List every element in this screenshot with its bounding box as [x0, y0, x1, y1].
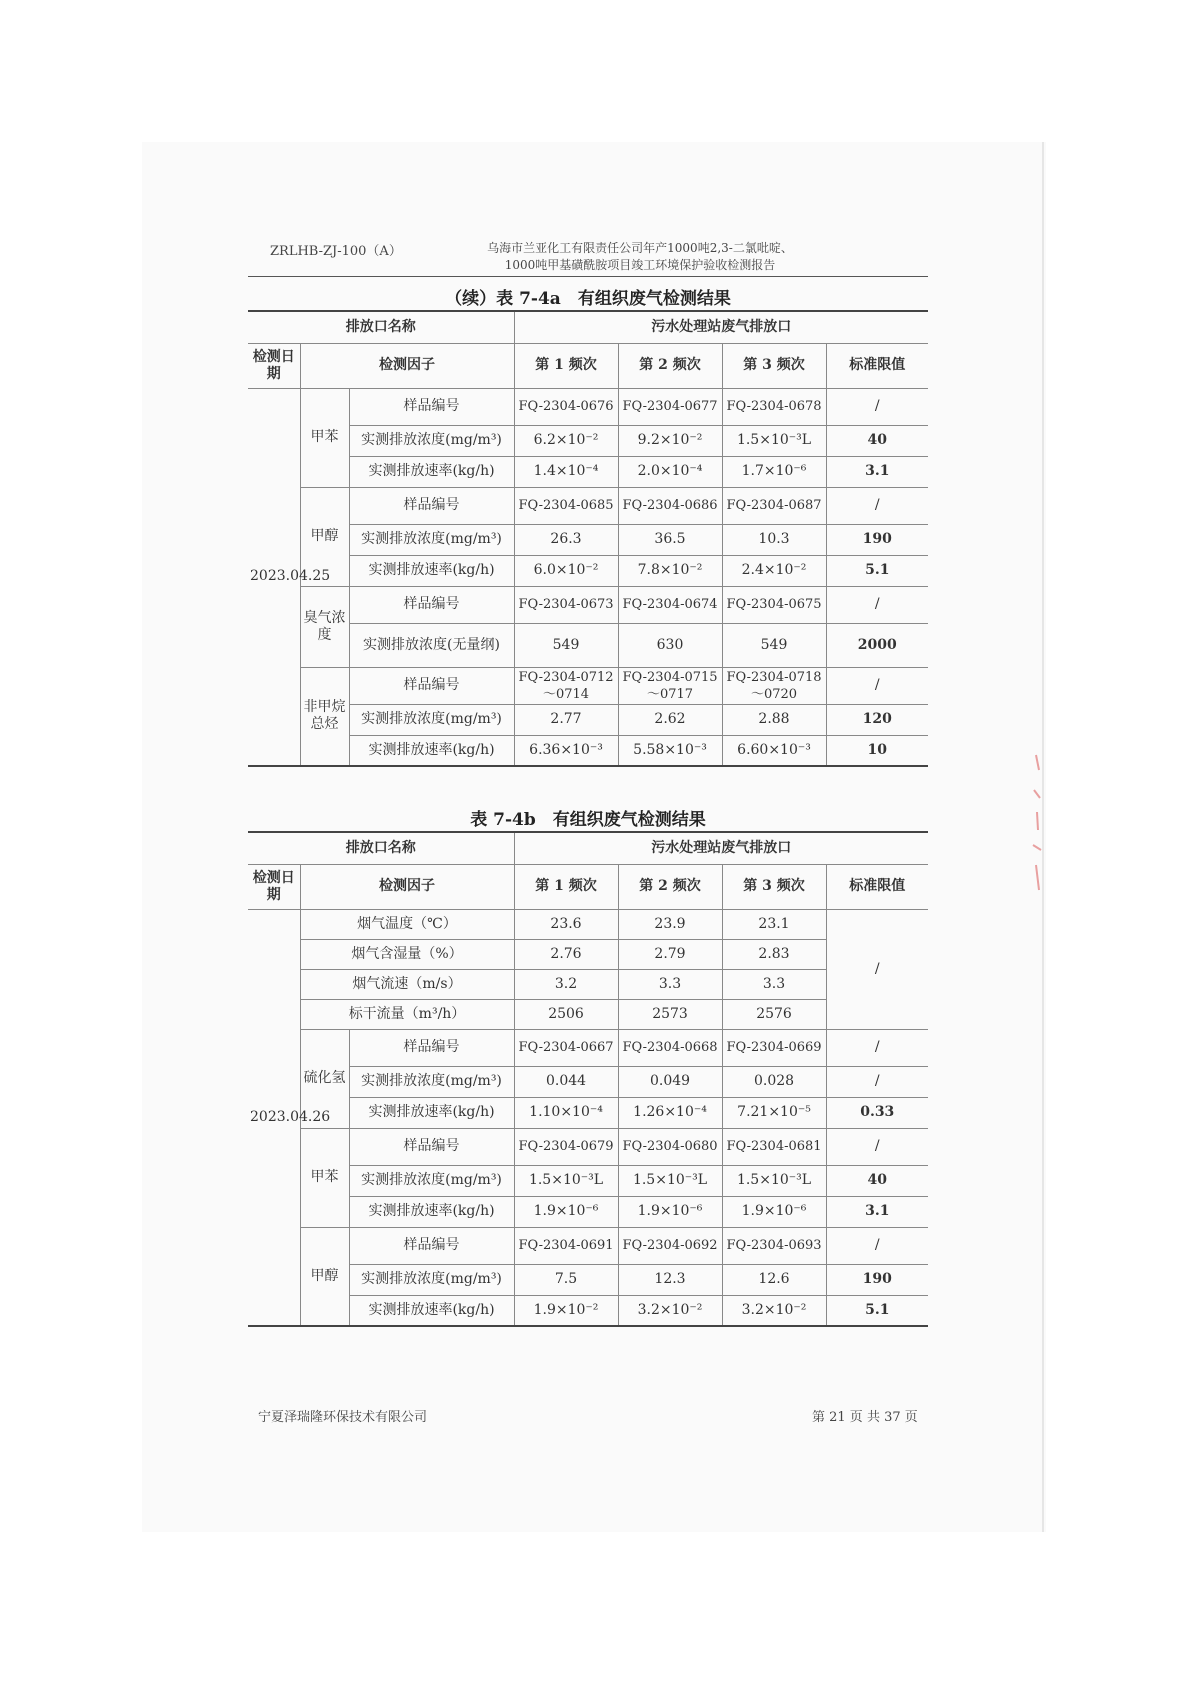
table-row — [248, 1165, 928, 1196]
table-row — [248, 623, 928, 667]
table-row — [248, 1128, 928, 1165]
limit-cell: / — [826, 487, 928, 524]
value-cell-1: FQ-2304-0676 — [514, 388, 618, 425]
item-name: 实测排放浓度(mg/m³) — [349, 1264, 514, 1295]
value-cell-3: 6.60×10⁻³ — [722, 735, 826, 766]
factor-name: 甲醇 — [300, 1227, 349, 1326]
value-cell-1: 1.4×10⁻⁴ — [514, 456, 618, 487]
report-title — [440, 240, 840, 274]
value-cell-2: FQ-2304-0686 — [618, 487, 722, 524]
outlet-name: 污水处理站废气排放口 — [514, 832, 928, 864]
value-cell-2: FQ-2304-0692 — [618, 1227, 722, 1264]
outlet-label: 排放口名称 — [248, 311, 514, 343]
item-name: 实测排放浓度(mg/m³) — [349, 1066, 514, 1097]
value-cell-1: FQ-2304-0673 — [514, 586, 618, 623]
value-cell-1: 1.9×10⁻² — [514, 1295, 618, 1326]
col-header-limit: 标准限值 — [826, 864, 928, 909]
value-cell-1: FQ-2304-0679 — [514, 1128, 618, 1165]
value-cell-1: 6.36×10⁻³ — [514, 735, 618, 766]
value-cell-2: 0.049 — [618, 1066, 722, 1097]
value-cell-3: 12.6 — [722, 1264, 826, 1295]
item-name: 样品编号 — [349, 1227, 514, 1264]
table-row — [248, 667, 928, 704]
value-cell-1: 1.9×10⁻⁶ — [514, 1196, 618, 1227]
value-cell-1: FQ-2304-0691 — [514, 1227, 618, 1264]
limit-cell: 3.1 — [826, 1196, 928, 1227]
value-cell-3: 2576 — [722, 999, 826, 1029]
factor-name: 甲苯 — [300, 1128, 349, 1227]
value-cell-1: 2506 — [514, 999, 618, 1029]
factor-name: 臭气浓度 — [300, 586, 349, 667]
value-cell-3: 3.2×10⁻² — [722, 1295, 826, 1326]
limit-cell: 40 — [826, 1165, 928, 1196]
value-cell-3: FQ-2304-0675 — [722, 586, 826, 623]
value-cell-1: 7.5 — [514, 1264, 618, 1295]
limit-cell: 190 — [826, 524, 928, 555]
value-cell-1: 549 — [514, 623, 618, 667]
col-header-2: 第 2 频次 — [618, 343, 722, 388]
limit-cell: / — [826, 667, 928, 704]
item-name: 实测排放浓度(无量纲) — [349, 623, 514, 667]
table-row — [248, 1029, 928, 1066]
col-header-limit: 标准限值 — [826, 343, 928, 388]
item-name: 样品编号 — [349, 1029, 514, 1066]
table-row — [248, 969, 928, 999]
table-row — [248, 1196, 928, 1227]
value-cell-2: 1.26×10⁻⁴ — [618, 1097, 722, 1128]
value-cell-3: 2.88 — [722, 704, 826, 735]
table-row — [248, 735, 928, 766]
value-cell-1: 2.77 — [514, 704, 618, 735]
item-name: 样品编号 — [349, 1128, 514, 1165]
limit-cell: 0.33 — [826, 1097, 928, 1128]
limit-cell: / — [826, 1227, 928, 1264]
limit-cell: / — [826, 1128, 928, 1165]
item-name: 实测排放速率(kg/h) — [349, 456, 514, 487]
value-cell-3: 23.1 — [722, 909, 826, 939]
item-name: 实测排放浓度(mg/m³) — [349, 524, 514, 555]
value-cell-2: 36.5 — [618, 524, 722, 555]
limit-cell: 3.1 — [826, 456, 928, 487]
limit-cell: 2000 — [826, 623, 928, 667]
test-date: 2023.04.26 — [248, 909, 300, 1326]
limit-cell: / — [826, 1029, 928, 1066]
header-rule — [248, 276, 928, 277]
param-name: 标干流量（m³/h） — [300, 999, 514, 1029]
value-cell-1: 6.0×10⁻² — [514, 555, 618, 586]
factor-name: 硫化氢 — [300, 1029, 349, 1128]
value-cell-2: 2.62 — [618, 704, 722, 735]
test-date: 2023.04.25 — [248, 388, 300, 766]
value-cell-1: 2.76 — [514, 939, 618, 969]
table-row — [248, 1264, 928, 1295]
param-name: 烟气含湿量（%） — [300, 939, 514, 969]
item-name: 实测排放速率(kg/h) — [349, 1196, 514, 1227]
param-name: 烟气温度（℃） — [300, 909, 514, 939]
date-label: 检测日期 — [248, 343, 300, 388]
value-cell-1: 1.10×10⁻⁴ — [514, 1097, 618, 1128]
report-title-line-2: 1000吨甲基磺酰胺项目竣工环境保护验收检测报告 — [504, 258, 776, 272]
item-name: 实测排放浓度(mg/m³) — [349, 704, 514, 735]
value-cell-3: 1.7×10⁻⁶ — [722, 456, 826, 487]
table-b — [248, 831, 928, 1327]
value-cell-2: FQ-2304-0674 — [618, 586, 722, 623]
value-cell-2: 5.58×10⁻³ — [618, 735, 722, 766]
value-cell-2: 3.2×10⁻² — [618, 1295, 722, 1326]
param-name: 烟气流速（m/s） — [300, 969, 514, 999]
value-cell-3: FQ-2304-0718～0720 — [722, 667, 826, 704]
table-b-caption: 表 7-4b 有组织废气检测结果 — [470, 810, 706, 830]
value-cell-2: 630 — [618, 623, 722, 667]
item-name: 实测排放速率(kg/h) — [349, 1295, 514, 1326]
table-row — [248, 1097, 928, 1128]
item-name: 实测排放速率(kg/h) — [349, 735, 514, 766]
value-cell-3: 3.3 — [722, 969, 826, 999]
table-a-caption: （续）表 7-4a 有组织废气检测结果 — [445, 289, 731, 309]
item-name: 样品编号 — [349, 388, 514, 425]
value-cell-3: 1.5×10⁻³L — [722, 1165, 826, 1196]
table-a — [248, 310, 928, 767]
limit-cell: 120 — [826, 704, 928, 735]
value-cell-1: 3.2 — [514, 969, 618, 999]
value-cell-3: 10.3 — [722, 524, 826, 555]
col-header-3: 第 3 频次 — [722, 343, 826, 388]
value-cell-3: 2.4×10⁻² — [722, 555, 826, 586]
limit-cell: / — [826, 1066, 928, 1097]
value-cell-2: FQ-2304-0677 — [618, 388, 722, 425]
value-cell-2: 1.9×10⁻⁶ — [618, 1196, 722, 1227]
value-cell-3: FQ-2304-0687 — [722, 487, 826, 524]
table-row — [248, 999, 928, 1029]
value-cell-3: 1.9×10⁻⁶ — [722, 1196, 826, 1227]
value-cell-2: FQ-2304-0715～0717 — [618, 667, 722, 704]
footer-page-number: 第 21 页 共 37 页 — [812, 1410, 918, 1425]
outlet-label: 排放口名称 — [248, 832, 514, 864]
factor-name: 非甲烷总烃 — [300, 667, 349, 766]
outlet-name: 污水处理站废气排放口 — [514, 311, 928, 343]
limit-cell: / — [826, 586, 928, 623]
limit-cell: / — [826, 388, 928, 425]
table-row — [248, 1066, 928, 1097]
table-row — [248, 586, 928, 623]
value-cell-1: FQ-2304-0685 — [514, 487, 618, 524]
factor-label: 检测因子 — [300, 343, 514, 388]
col-header-1: 第 1 频次 — [514, 864, 618, 909]
item-name: 样品编号 — [349, 487, 514, 524]
value-cell-1: FQ-2304-0667 — [514, 1029, 618, 1066]
value-cell-2: FQ-2304-0668 — [618, 1029, 722, 1066]
table-row — [248, 909, 928, 939]
table-row — [248, 524, 928, 555]
factor-name: 甲苯 — [300, 388, 349, 487]
value-cell-2: FQ-2304-0680 — [618, 1128, 722, 1165]
value-cell-2: 12.3 — [618, 1264, 722, 1295]
value-cell-1: 0.044 — [514, 1066, 618, 1097]
limit-cell: / — [826, 909, 928, 1029]
item-name: 实测排放浓度(mg/m³) — [349, 1165, 514, 1196]
value-cell-3: FQ-2304-0678 — [722, 388, 826, 425]
table-row — [248, 704, 928, 735]
limit-cell: 5.1 — [826, 555, 928, 586]
table-row — [248, 1227, 928, 1264]
value-cell-2: 23.9 — [618, 909, 722, 939]
item-name: 实测排放速率(kg/h) — [349, 1097, 514, 1128]
table-row — [248, 456, 928, 487]
item-name: 样品编号 — [349, 586, 514, 623]
table-row — [248, 555, 928, 586]
factor-label: 检测因子 — [300, 864, 514, 909]
value-cell-1: 26.3 — [514, 524, 618, 555]
item-name: 实测排放浓度(mg/m³) — [349, 425, 514, 456]
value-cell-1: FQ-2304-0712～0714 — [514, 667, 618, 704]
value-cell-2: 2573 — [618, 999, 722, 1029]
value-cell-3: 1.5×10⁻³L — [722, 425, 826, 456]
value-cell-3: 0.028 — [722, 1066, 826, 1097]
item-name: 样品编号 — [349, 667, 514, 704]
col-header-2: 第 2 频次 — [618, 864, 722, 909]
value-cell-3: 549 — [722, 623, 826, 667]
value-cell-1: 1.5×10⁻³L — [514, 1165, 618, 1196]
value-cell-2: 9.2×10⁻² — [618, 425, 722, 456]
limit-cell: 10 — [826, 735, 928, 766]
footer-company: 宁夏泽瑞隆环保技术有限公司 — [258, 1410, 428, 1425]
date-label: 检测日期 — [248, 864, 300, 909]
table-row — [248, 939, 928, 969]
value-cell-2: 1.5×10⁻³L — [618, 1165, 722, 1196]
table-row — [248, 425, 928, 456]
value-cell-2: 7.8×10⁻² — [618, 555, 722, 586]
table-row — [248, 1295, 928, 1326]
value-cell-3: FQ-2304-0693 — [722, 1227, 826, 1264]
value-cell-3: 2.83 — [722, 939, 826, 969]
value-cell-2: 2.0×10⁻⁴ — [618, 456, 722, 487]
limit-cell: 40 — [826, 425, 928, 456]
value-cell-3: FQ-2304-0681 — [722, 1128, 826, 1165]
value-cell-2: 2.79 — [618, 939, 722, 969]
report-code: ZRLHB-ZJ-100（A） — [270, 244, 402, 259]
item-name: 实测排放速率(kg/h) — [349, 555, 514, 586]
limit-cell: 190 — [826, 1264, 928, 1295]
col-header-1: 第 1 频次 — [514, 343, 618, 388]
factor-name: 甲醇 — [300, 487, 349, 586]
limit-cell: 5.1 — [826, 1295, 928, 1326]
col-header-3: 第 3 频次 — [722, 864, 826, 909]
value-cell-3: FQ-2304-0669 — [722, 1029, 826, 1066]
value-cell-1: 23.6 — [514, 909, 618, 939]
report-title-line-1: 乌海市兰亚化工有限责任公司年产1000吨2,3-二氯吡啶、 — [487, 241, 793, 255]
value-cell-1: 6.2×10⁻² — [514, 425, 618, 456]
value-cell-2: 3.3 — [618, 969, 722, 999]
table-row — [248, 388, 928, 425]
value-cell-3: 7.21×10⁻⁵ — [722, 1097, 826, 1128]
red-stamp-edge — [1030, 750, 1044, 900]
table-row — [248, 487, 928, 524]
